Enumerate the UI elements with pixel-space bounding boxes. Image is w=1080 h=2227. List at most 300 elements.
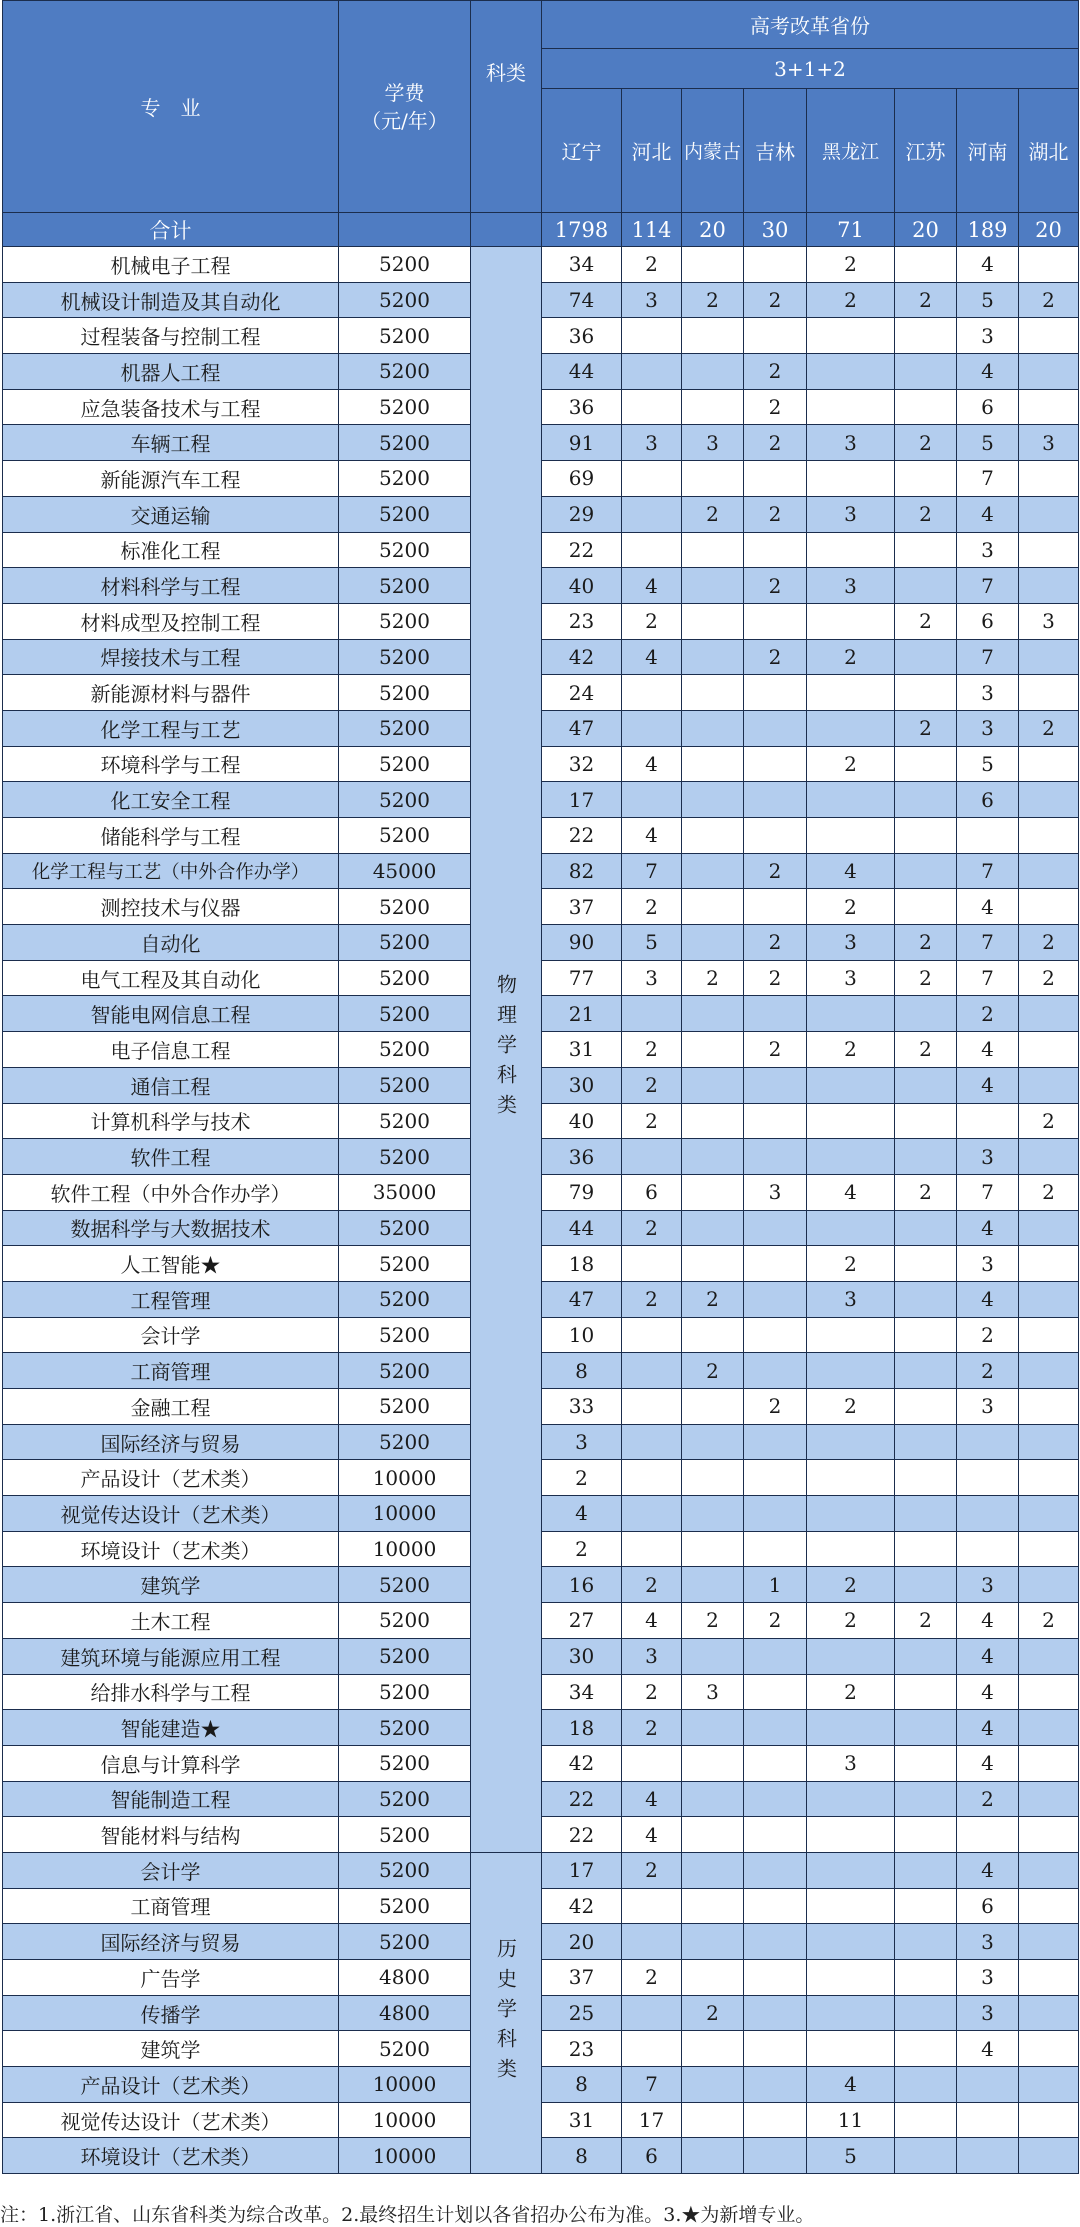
quota-cell	[807, 1460, 895, 1496]
tuition-fee: 5200	[339, 1567, 471, 1603]
major-name: 给排水科学与工程	[3, 1674, 339, 1710]
major-name: 环境科学与工程	[3, 746, 339, 782]
quota-cell	[744, 1960, 807, 1996]
quota-cell: 3	[957, 710, 1019, 746]
quota-cell: 16	[542, 1567, 622, 1603]
quota-cell: 3	[807, 1745, 895, 1781]
major-name: 通信工程	[3, 1067, 339, 1103]
quota-cell: 5	[957, 282, 1019, 318]
quota-cell: 2	[807, 889, 895, 925]
tuition-fee: 5200	[339, 1924, 471, 1960]
major-row	[3, 247, 1079, 283]
quota-cell: 2	[744, 496, 807, 532]
quota-cell	[682, 2138, 744, 2174]
tuition-fee: 5200	[339, 996, 471, 1032]
quota-cell	[682, 1781, 744, 1817]
quota-cell: 7	[622, 2067, 682, 2103]
quota-cell: 2	[807, 1246, 895, 1282]
quota-cell: 6	[957, 1888, 1019, 1924]
tuition-fee: 5200	[339, 425, 471, 461]
quota-cell	[807, 1496, 895, 1532]
quota-cell: 2	[622, 1210, 682, 1246]
major-name: 电气工程及其自动化	[3, 960, 339, 996]
quota-cell	[682, 1389, 744, 1425]
quota-cell	[895, 1103, 957, 1139]
quota-cell	[1019, 1246, 1079, 1282]
tuition-fee: 5200	[339, 1817, 471, 1853]
tuition-fee: 35000	[339, 1174, 471, 1210]
quota-cell	[1019, 247, 1079, 283]
quota-cell: 37	[542, 889, 622, 925]
quota-cell: 8	[542, 1353, 622, 1389]
quota-cell: 4	[807, 1174, 895, 1210]
tuition-fee: 5200	[339, 1638, 471, 1674]
quota-cell	[744, 675, 807, 711]
quota-cell: 3	[807, 1281, 895, 1317]
quota-cell	[895, 639, 957, 675]
quota-cell	[1019, 318, 1079, 354]
quota-cell	[744, 1674, 807, 1710]
quota-cell	[1019, 639, 1079, 675]
province-header: 江苏	[895, 89, 957, 213]
quota-cell	[1019, 1317, 1079, 1353]
major-name: 工程管理	[3, 1281, 339, 1317]
quota-cell	[895, 1817, 957, 1853]
tuition-fee: 5200	[339, 247, 471, 283]
quota-cell	[895, 1210, 957, 1246]
quota-cell	[622, 1317, 682, 1353]
quota-cell	[1019, 389, 1079, 425]
quota-cell: 4	[957, 2031, 1019, 2067]
quota-cell: 34	[542, 247, 622, 283]
quota-cell: 7	[957, 960, 1019, 996]
province-header: 吉林	[744, 89, 807, 213]
quota-cell	[744, 1888, 807, 1924]
total-value: 20	[1019, 213, 1079, 247]
quota-cell: 3	[807, 960, 895, 996]
quota-cell: 7	[957, 925, 1019, 961]
quota-cell	[682, 1067, 744, 1103]
quota-cell: 82	[542, 853, 622, 889]
tuition-fee: 5200	[339, 461, 471, 497]
quota-cell	[744, 1424, 807, 1460]
quota-cell: 2	[957, 1353, 1019, 1389]
quota-cell	[682, 1531, 744, 1567]
quota-cell: 3	[622, 425, 682, 461]
quota-cell: 32	[542, 746, 622, 782]
quota-cell: 11	[807, 2102, 895, 2138]
quota-cell: 2	[622, 1067, 682, 1103]
quota-cell	[895, 1281, 957, 1317]
tuition-fee: 5200	[339, 1281, 471, 1317]
quota-cell	[682, 1852, 744, 1888]
quota-cell	[807, 1317, 895, 1353]
major-name: 人工智能★	[3, 1246, 339, 1282]
quota-cell	[807, 1960, 895, 1996]
quota-cell: 2	[807, 247, 895, 283]
quota-cell	[682, 247, 744, 283]
quota-cell: 2	[622, 1960, 682, 1996]
quota-cell: 2	[744, 354, 807, 390]
quota-cell: 2	[895, 960, 957, 996]
tuition-fee: 4800	[339, 1960, 471, 1996]
category-cell: 物理学科类	[471, 247, 542, 1853]
quota-cell: 3	[957, 1389, 1019, 1425]
quota-cell	[682, 1710, 744, 1746]
quota-cell	[682, 1496, 744, 1532]
tuition-fee: 5200	[339, 1674, 471, 1710]
tuition-fee: 5200	[339, 1246, 471, 1282]
quota-cell: 44	[542, 354, 622, 390]
quota-cell	[682, 1139, 744, 1175]
quota-cell: 36	[542, 1139, 622, 1175]
quota-cell: 22	[542, 818, 622, 854]
quota-cell: 4	[957, 247, 1019, 283]
quota-cell: 7	[957, 1174, 1019, 1210]
reform-provinces-header: 高考改革省份	[542, 1, 1079, 49]
quota-cell: 2	[682, 1281, 744, 1317]
quota-cell	[807, 1888, 895, 1924]
quota-cell: 2	[682, 960, 744, 996]
quota-cell: 36	[542, 318, 622, 354]
fee-unit: （元/年）	[361, 108, 448, 133]
major-name: 自动化	[3, 925, 339, 961]
quota-cell	[895, 889, 957, 925]
quota-cell	[1019, 1781, 1079, 1817]
quota-cell	[744, 603, 807, 639]
quota-cell: 2	[807, 1389, 895, 1425]
quota-cell	[807, 710, 895, 746]
quota-cell	[1019, 496, 1079, 532]
quota-cell: 3	[622, 960, 682, 996]
major-name: 测控技术与仪器	[3, 889, 339, 925]
quota-cell	[1019, 1710, 1079, 1746]
tuition-fee: 5200	[339, 782, 471, 818]
total-value: 20	[682, 213, 744, 247]
tuition-fee: 5200	[339, 1603, 471, 1639]
quota-cell: 22	[542, 532, 622, 568]
quota-cell: 23	[542, 603, 622, 639]
quota-cell	[1019, 2102, 1079, 2138]
quota-cell: 4	[957, 496, 1019, 532]
quota-cell: 6	[957, 782, 1019, 818]
quota-cell: 21	[542, 996, 622, 1032]
quota-cell: 18	[542, 1246, 622, 1282]
quota-cell: 2	[622, 247, 682, 283]
quota-cell: 20	[542, 1924, 622, 1960]
quota-cell: 2	[895, 1603, 957, 1639]
tuition-fee: 5200	[339, 1710, 471, 1746]
quota-cell: 2	[1019, 960, 1079, 996]
quota-cell	[807, 1531, 895, 1567]
quota-cell: 4	[957, 1745, 1019, 1781]
quota-cell	[895, 1781, 957, 1817]
fee-column-header	[339, 1, 471, 213]
quota-cell: 31	[542, 1032, 622, 1068]
quota-cell	[807, 782, 895, 818]
total-value: 71	[807, 213, 895, 247]
tuition-fee: 45000	[339, 853, 471, 889]
tuition-fee: 4800	[339, 1995, 471, 2031]
quota-cell: 4	[957, 1067, 1019, 1103]
total-fee-cell	[339, 213, 471, 247]
quota-cell	[744, 1710, 807, 1746]
major-name: 智能电网信息工程	[3, 996, 339, 1032]
quota-cell	[807, 818, 895, 854]
total-value: 20	[895, 213, 957, 247]
quota-cell: 91	[542, 425, 622, 461]
quota-cell: 2	[895, 496, 957, 532]
quota-cell	[622, 1139, 682, 1175]
quota-cell: 4	[957, 1638, 1019, 1674]
quota-cell: 69	[542, 461, 622, 497]
quota-cell	[895, 568, 957, 604]
quota-cell	[1019, 532, 1079, 568]
quota-cell: 7	[957, 639, 1019, 675]
quota-cell	[682, 1638, 744, 1674]
quota-cell	[895, 318, 957, 354]
quota-cell: 2	[622, 1852, 682, 1888]
quota-cell	[682, 710, 744, 746]
total-category-cell	[471, 213, 542, 247]
quota-cell: 40	[542, 1103, 622, 1139]
quota-cell	[682, 1210, 744, 1246]
quota-cell	[895, 1960, 957, 1996]
quota-cell: 23	[542, 2031, 622, 2067]
quota-cell	[682, 1174, 744, 1210]
quota-cell	[1019, 1960, 1079, 1996]
tuition-fee: 5200	[339, 746, 471, 782]
major-name: 机械电子工程	[3, 247, 339, 283]
quota-cell	[895, 1353, 957, 1389]
quota-cell: 2	[744, 639, 807, 675]
province-header: 湖北	[1019, 89, 1079, 213]
quota-cell	[622, 461, 682, 497]
quota-cell	[1019, 1924, 1079, 1960]
quota-cell: 5	[807, 2138, 895, 2174]
major-name: 交通运输	[3, 496, 339, 532]
quota-cell	[682, 1246, 744, 1282]
quota-cell	[1019, 1424, 1079, 1460]
major-name: 建筑环境与能源应用工程	[3, 1638, 339, 1674]
quota-cell: 2	[807, 1603, 895, 1639]
quota-cell	[1019, 818, 1079, 854]
quota-cell	[807, 1710, 895, 1746]
quota-cell: 2	[1019, 1603, 1079, 1639]
quota-cell	[1019, 675, 1079, 711]
quota-cell: 5	[622, 925, 682, 961]
quota-cell	[682, 532, 744, 568]
quota-cell	[682, 2067, 744, 2103]
quota-cell: 2	[682, 282, 744, 318]
quota-cell: 2	[895, 603, 957, 639]
quota-cell: 3	[957, 675, 1019, 711]
quota-cell	[895, 1745, 957, 1781]
quota-cell	[957, 1496, 1019, 1532]
quota-cell: 10	[542, 1317, 622, 1353]
quota-cell: 7	[622, 853, 682, 889]
major-name: 数据科学与大数据技术	[3, 1210, 339, 1246]
quota-cell: 2	[622, 1103, 682, 1139]
quota-cell: 6	[957, 603, 1019, 639]
quota-cell	[895, 1674, 957, 1710]
quota-cell	[682, 1567, 744, 1603]
quota-cell	[682, 2102, 744, 2138]
quota-cell	[744, 1139, 807, 1175]
quota-cell: 3	[682, 1674, 744, 1710]
quota-cell: 4	[957, 1710, 1019, 1746]
quota-cell	[744, 318, 807, 354]
quota-cell	[622, 1460, 682, 1496]
quota-cell: 5	[957, 746, 1019, 782]
quota-cell	[682, 461, 744, 497]
quota-cell: 3	[957, 1960, 1019, 1996]
quota-cell	[895, 675, 957, 711]
quota-cell: 22	[542, 1817, 622, 1853]
total-row	[3, 213, 1079, 247]
quota-cell	[1019, 1567, 1079, 1603]
quota-cell: 17	[542, 782, 622, 818]
quota-cell	[895, 996, 957, 1032]
quota-cell	[622, 389, 682, 425]
quota-cell: 3	[622, 282, 682, 318]
quota-cell	[744, 746, 807, 782]
major-name: 材料科学与工程	[3, 568, 339, 604]
quota-cell: 2	[744, 568, 807, 604]
quota-cell	[744, 1781, 807, 1817]
major-name: 环境设计（艺术类）	[3, 1531, 339, 1567]
quota-cell: 7	[957, 568, 1019, 604]
quota-cell	[895, 2102, 957, 2138]
quota-cell	[1019, 746, 1079, 782]
quota-cell	[622, 1353, 682, 1389]
major-name: 视觉传达设计（艺术类）	[3, 1496, 339, 1532]
quota-cell: 4	[957, 1674, 1019, 1710]
quota-cell	[682, 675, 744, 711]
quota-cell	[1019, 1032, 1079, 1068]
quota-cell	[682, 889, 744, 925]
tuition-fee: 5200	[339, 710, 471, 746]
enrollment-plan-table	[2, 0, 1079, 2174]
major-name: 信息与计算科学	[3, 1745, 339, 1781]
major-name: 视觉传达设计（艺术类）	[3, 2102, 339, 2138]
quota-cell: 2	[807, 746, 895, 782]
quota-cell: 34	[542, 1674, 622, 1710]
quota-cell	[744, 1496, 807, 1532]
quota-cell: 2	[622, 603, 682, 639]
quota-cell: 2	[744, 1032, 807, 1068]
tuition-fee: 10000	[339, 2067, 471, 2103]
quota-cell	[744, 2102, 807, 2138]
quota-cell	[682, 1424, 744, 1460]
quota-cell	[622, 1531, 682, 1567]
quota-cell: 30	[542, 1638, 622, 1674]
quota-cell	[957, 2138, 1019, 2174]
quota-cell	[744, 1317, 807, 1353]
quota-cell	[744, 247, 807, 283]
major-name: 国际经济与贸易	[3, 1924, 339, 1960]
quota-cell	[895, 1924, 957, 1960]
total-value: 189	[957, 213, 1019, 247]
quota-cell	[682, 1460, 744, 1496]
quota-cell: 31	[542, 2102, 622, 2138]
quota-cell	[744, 996, 807, 1032]
quota-cell	[744, 710, 807, 746]
tuition-fee: 5200	[339, 675, 471, 711]
quota-cell: 4	[622, 568, 682, 604]
tuition-fee: 5200	[339, 1210, 471, 1246]
tuition-fee: 10000	[339, 2138, 471, 2174]
quota-cell: 2	[744, 425, 807, 461]
quota-cell: 7	[957, 853, 1019, 889]
quota-cell	[682, 782, 744, 818]
quota-cell: 2	[1019, 710, 1079, 746]
quota-cell	[744, 1531, 807, 1567]
quota-cell	[957, 2102, 1019, 2138]
quota-cell	[895, 247, 957, 283]
total-value: 1798	[542, 213, 622, 247]
quota-cell: 1	[744, 1567, 807, 1603]
quota-cell	[895, 1139, 957, 1175]
quota-cell	[957, 1531, 1019, 1567]
tuition-fee: 5200	[339, 1353, 471, 1389]
quota-cell: 36	[542, 389, 622, 425]
quota-cell	[1019, 889, 1079, 925]
quota-cell: 2	[807, 1032, 895, 1068]
major-name: 机器人工程	[3, 354, 339, 390]
quota-cell	[895, 782, 957, 818]
quota-cell: 3	[957, 1567, 1019, 1603]
quota-cell	[957, 2067, 1019, 2103]
quota-cell	[622, 318, 682, 354]
major-name: 新能源汽车工程	[3, 461, 339, 497]
quota-cell	[1019, 1353, 1079, 1389]
quota-cell: 2	[895, 925, 957, 961]
quota-cell: 4	[807, 2067, 895, 2103]
major-name: 计算机科学与技术	[3, 1103, 339, 1139]
quota-cell	[744, 1353, 807, 1389]
quota-cell: 2	[744, 1389, 807, 1425]
quota-cell: 3	[807, 568, 895, 604]
quota-cell	[895, 746, 957, 782]
quota-cell: 3	[622, 1638, 682, 1674]
quota-cell: 24	[542, 675, 622, 711]
major-name: 软件工程	[3, 1139, 339, 1175]
major-name: 过程装备与控制工程	[3, 318, 339, 354]
quota-cell	[807, 389, 895, 425]
quota-cell	[1019, 354, 1079, 390]
quota-cell: 2	[744, 389, 807, 425]
major-row	[3, 1852, 1079, 1888]
tuition-fee: 5200	[339, 639, 471, 675]
tuition-fee: 5200	[339, 1067, 471, 1103]
quota-cell	[622, 1924, 682, 1960]
quota-cell: 47	[542, 710, 622, 746]
quota-cell: 2	[744, 282, 807, 318]
quota-cell	[1019, 1817, 1079, 1853]
quota-cell	[744, 1067, 807, 1103]
quota-cell: 4	[622, 818, 682, 854]
quota-cell	[682, 1888, 744, 1924]
quota-cell	[957, 1424, 1019, 1460]
quota-cell	[744, 1745, 807, 1781]
quota-cell: 37	[542, 1960, 622, 1996]
quota-cell: 3	[744, 1174, 807, 1210]
major-name: 化学工程与工艺（中外合作办学）	[3, 853, 339, 889]
tuition-fee: 5200	[339, 282, 471, 318]
total-value: 30	[744, 213, 807, 247]
major-name: 产品设计（艺术类）	[3, 1460, 339, 1496]
